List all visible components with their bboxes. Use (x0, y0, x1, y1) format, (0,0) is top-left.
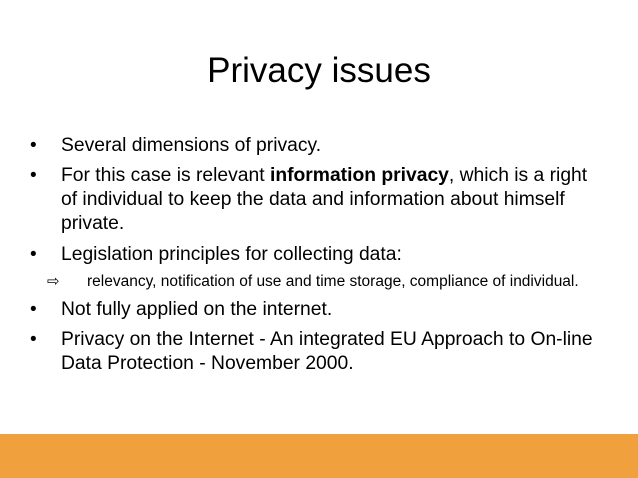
bullet-text: Several dimensions of privacy. (61, 135, 322, 156)
bullet-dot-icon: • (30, 299, 37, 320)
sub-bullet-text: relevancy, notification of use and time storage, compliance of individual. (87, 273, 579, 290)
sub-bullet-item (30, 272, 600, 292)
bullet-item (30, 134, 600, 158)
bullet-text (30, 164, 600, 236)
bullet-list (30, 134, 600, 376)
footer-bar (0, 434, 638, 478)
bullet-text: Not fully applied on the internet. (61, 299, 333, 320)
bullet-text-end: , which is a right of individual to keep the data and information about himself private. (61, 165, 588, 234)
bullet-item (30, 243, 600, 267)
bullet-text-start: For this case is relevant (61, 165, 270, 186)
bullet-item (30, 298, 600, 322)
bullet-dot-icon: • (30, 329, 37, 350)
bullet-text: Legislation principles for collecting data: (61, 244, 402, 265)
slide-title: Privacy issues (207, 51, 431, 90)
bullet-item (30, 328, 600, 376)
bullet-text-bold: information privacy (269, 165, 449, 186)
bullet-dot-icon: • (30, 244, 37, 265)
bullet-dot-icon: • (30, 135, 37, 156)
bullet-item (30, 164, 600, 236)
bullet-text: Privacy on the Internet - An integrated EU Approach to On-line Data Protection - November 2000. (61, 329, 593, 374)
bullet-dot-icon: • (30, 165, 37, 186)
arrow-bullet-icon: ⇨ (47, 273, 60, 290)
